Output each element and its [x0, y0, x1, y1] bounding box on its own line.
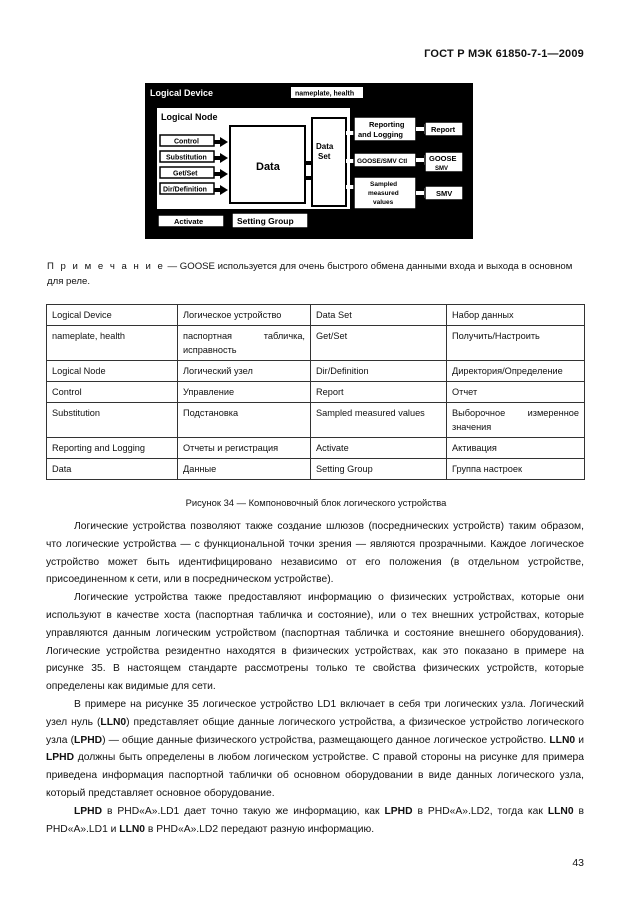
table-cell: Логический узел	[178, 361, 311, 382]
table-row	[47, 459, 585, 480]
term-bold: LPHD	[74, 805, 103, 817]
reporting-label-2: and Logging	[358, 130, 403, 139]
table-cell: Substitution	[47, 403, 178, 438]
text-run: в PHD«A».LD2, тогда как	[412, 805, 548, 817]
page-number: 43	[572, 857, 584, 869]
figure-caption: Рисунок 34 — Компоновочный блок логического устройства	[185, 497, 447, 508]
table-cell: Reporting and Logging	[47, 438, 178, 459]
term-bold: LLN0	[119, 823, 146, 835]
table-cell: Logical Device	[47, 305, 178, 326]
table-cell: Get/Set	[311, 326, 447, 361]
getset-label: Get/Set	[173, 170, 198, 178]
table-row	[47, 305, 585, 326]
document-header: ГОСТ Р МЭК 61850-7-1—2009	[424, 48, 584, 60]
table-cell: Data Set	[311, 305, 447, 326]
setting-group-label: Setting Group	[237, 216, 294, 226]
data-set-label-2: Set	[318, 152, 331, 161]
data-set-label-1: Data	[316, 142, 334, 151]
sampled-label-2: measured	[368, 190, 399, 197]
table-cell: Выборочное измеренное значения	[447, 403, 585, 438]
table-cell: Report	[311, 382, 447, 403]
text-run: в PHD«A».LD1 дает точно такую же информацию, как	[102, 805, 385, 817]
table-cell: Управление	[178, 382, 311, 403]
table-row	[47, 438, 585, 459]
table-cell: Группа настроек	[447, 459, 585, 480]
logical-device-label: Logical Device	[150, 88, 214, 98]
table-cell: Данные	[178, 459, 311, 480]
paragraph: Логические устройства также предоставляют информацию о физических устройствах, которые они используют в качестве хоста (паспортная табличка и состояние), или о тех внешних устройствах, которые управляются данным логическим устройством (паспортная табличка и состояние внешнего оборудования). Логические устройства резидентно находятся в физических устройствах, как это показано в примере на рисунке 35. В настоящем стандарте рассмотрены только те свойства физических устройств, которые определены как видимые для сети.	[46, 592, 584, 693]
note-text: — GOOSE используется для очень быстрого обмена данными входа и выхода в основном для реле.	[47, 261, 573, 287]
table-cell: Setting Group	[311, 459, 447, 480]
diagram-svg	[144, 82, 474, 242]
text-run: ) представляет общие данные логического устройства, а физическое устройство логического узла (	[46, 716, 584, 746]
table-cell: Отчет	[447, 382, 585, 403]
dirdefinition-label: Dir/Definition	[163, 186, 207, 194]
table-cell: Logical Node	[47, 361, 178, 382]
table-cell: Набор данных	[447, 305, 585, 326]
sampled-label-3: values	[373, 199, 394, 206]
table-row	[47, 361, 585, 382]
reporting-label-1: Reporting	[369, 120, 405, 129]
table-row	[47, 403, 585, 438]
data-set-box	[312, 118, 346, 206]
term-bold: LPHD	[384, 805, 413, 817]
nameplate-label: nameplate, health	[295, 90, 355, 98]
sampled-label-1: Sampled	[370, 181, 398, 188]
term-bold: LLN0	[549, 734, 576, 746]
table-row	[47, 382, 585, 403]
terms-table	[46, 304, 585, 480]
paragraph	[46, 803, 584, 839]
term-bold: LPHD	[46, 752, 75, 764]
data-label: Data	[256, 161, 280, 173]
text-run: в PHD«A».LD1 и	[46, 805, 584, 835]
smv-label: SMV	[436, 189, 453, 198]
smv-small-label: SMV	[435, 166, 449, 172]
report-label: Report	[431, 125, 456, 134]
table-cell: Data	[47, 459, 178, 480]
term-bold: LPHD	[74, 734, 103, 746]
text-run: и	[575, 734, 584, 746]
table-cell: Dir/Definition	[311, 361, 447, 382]
table-cell: Логическое устройство	[178, 305, 311, 326]
logical-node-label: Logical Node	[161, 112, 218, 122]
text-run: в PHD«A».LD2 передают разную информацию.	[145, 823, 375, 835]
paragraph: Логические устройства позволяют также создание шлюзов (посреднических устройств) таким образом, что логические устройства — с функциональной точки зрения — являются прозрачными. Каждое логическое устройство может быть идентифицировано независимо от его положения (в отдельном устройстве, присоединенном к сети, или в посредническом устройстве).	[46, 521, 584, 586]
table-cell: Директория/Определение	[447, 361, 585, 382]
figure-note	[47, 259, 587, 289]
goose-label: GOOSE	[429, 154, 457, 163]
activate-label: Activate	[174, 217, 204, 226]
table-cell: паспортная табличка, исправность	[178, 326, 311, 361]
table-cell: Получить/Настроить	[447, 326, 585, 361]
table-cell: Активация	[447, 438, 585, 459]
table-row	[47, 326, 585, 361]
substitution-label: Substitution	[166, 154, 207, 162]
control-label: Control	[174, 138, 199, 146]
paragraph	[46, 696, 584, 803]
text-run: должны быть определены в любом логическом устройстве. С правой стороны на рисунке для примера приведена информация паспортной таблички об основном оборудовании в виде данных логического узла, который представляет основное оборудование.	[46, 752, 584, 799]
text-run: ) — общие данные физического устройства, размещающего данное логическое устройство.	[102, 734, 550, 746]
table-cell: Отчеты и регистрация	[178, 438, 311, 459]
term-bold: LLN0	[547, 805, 574, 817]
table-cell: nameplate, health	[47, 326, 178, 361]
table-cell: Подстановка	[178, 403, 311, 438]
body-text	[46, 518, 584, 838]
term-bold: LLN0	[100, 716, 127, 728]
table-cell: Activate	[311, 438, 447, 459]
logical-device-diagram	[144, 82, 474, 247]
table-cell: Control	[47, 382, 178, 403]
text-run: В примере на рисунке 35 логическое устройство LD1 включает в себя три логических узла. Логический узел нуль (	[46, 698, 584, 728]
note-prefix: П р и м е ч а н и е	[47, 261, 165, 272]
table-cell: Sampled measured values	[311, 403, 447, 438]
goose-control-label: GOOSE/SMV Ctl	[357, 158, 408, 165]
